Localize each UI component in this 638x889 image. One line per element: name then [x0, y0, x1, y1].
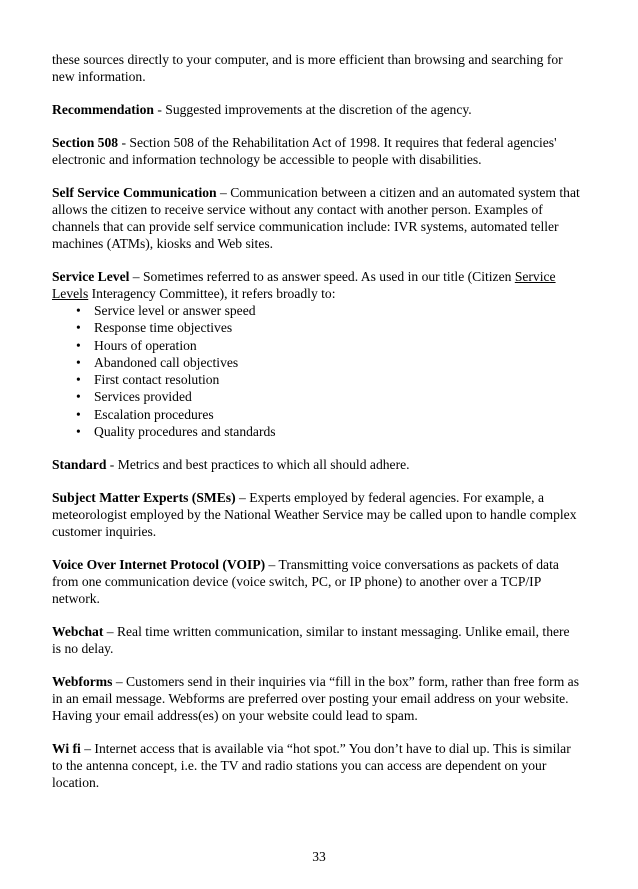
underlined-service-levels: Service Levels — [52, 269, 556, 301]
list-item — [52, 302, 582, 319]
definition-recommendation: Suggested improvements at the discretion of the agency. — [165, 102, 472, 117]
list-item — [52, 337, 582, 354]
definition-webchat: Real time written communication, similar to instant messaging. Unlike email, there is no delay. — [52, 624, 570, 657]
separator: - — [106, 457, 118, 473]
list-item-text: Response time objectives — [94, 320, 233, 336]
separator: – — [129, 269, 143, 284]
service-level-definition — [52, 268, 582, 302]
definition-standard: Metrics and best practices to which all should adhere. — [117, 457, 410, 473]
term-voip: Voice Over Internet Protocol (VOIP) — [52, 557, 266, 573]
term-self-service: Self Service Communication — [52, 185, 217, 200]
document-page — [52, 51, 582, 807]
definition-service-level-a: Sometimes referred to as answer speed. As used in our title (Citizen — [142, 269, 515, 284]
term-wifi: Wi fi — [52, 741, 81, 757]
list-item-text: Hours of operation — [94, 337, 197, 353]
intro-text: these sources directly to your computer, and is more efficient than browsing and searching for new information. — [52, 52, 563, 84]
separator: – — [80, 741, 95, 757]
list-item-text: Service level or answer speed — [94, 303, 256, 318]
list-item-text: Escalation procedures — [94, 406, 214, 422]
bullet-icon: • — [76, 372, 81, 388]
bullet-icon: • — [76, 424, 81, 440]
definition-wifi: Internet access that is available via “hot spot.” You don’t have to dial up. This is similar to the antenna concept, i.e. the TV and radio stations you can access are dependent on your location. — [52, 741, 571, 791]
list-item — [52, 371, 582, 388]
wifi-entry — [52, 740, 582, 791]
list-item-text: Services provided — [94, 389, 192, 405]
term-webchat: Webchat — [52, 624, 104, 640]
bullet-icon: • — [76, 303, 81, 318]
bullet-icon: • — [76, 389, 81, 405]
sme-entry — [52, 489, 582, 540]
term-sme: Subject Matter Experts (SMEs) — [52, 490, 236, 506]
webforms-entry — [52, 673, 582, 724]
list-item — [52, 388, 582, 405]
term-webforms: Webforms — [52, 674, 113, 690]
term-section508: Section 508 — [52, 135, 119, 150]
bullet-icon: • — [76, 320, 81, 336]
list-item-text: Abandoned call objectives — [94, 354, 239, 370]
intro-paragraph — [52, 51, 582, 85]
service-level-entry — [52, 268, 582, 440]
definition-voip: Transmitting voice conversations as packets of data from one communication device (voice switch, PC, or IP phone) to another over a TCP/IP network. — [52, 557, 559, 607]
definition-webforms: Customers send in their inquiries via “fill in the box” form, rather than free form as in an email message. Webforms are preferred over posting your email address on your website. Having your email address(es) on your website could lead to spam. — [52, 674, 580, 724]
separator: – — [112, 674, 127, 690]
separator: – — [265, 557, 279, 573]
list-item — [52, 423, 582, 440]
term-recommendation: Recommendation — [52, 102, 154, 117]
definition-sme: Experts employed by federal agencies. For example, a meteorologist employed by the National Weather Service may be called upon to handle complex customer inquiries. — [52, 490, 577, 540]
recommendation-entry — [52, 101, 582, 118]
list-item — [52, 319, 582, 336]
definition-section508: Section 508 of the Rehabilitation Act of 1998. It requires that federal agencies' electronic and information technology be accessible to people with disabilities. — [52, 135, 557, 167]
term-standard: Standard — [52, 457, 107, 473]
separator: – — [103, 624, 117, 640]
definition-self-service: Communication between a citizen and an automated system that allows the citizen to receive service without any contact with another person. Examples of channels that can provide self service communication include: IVR systems, automated teller machines (ATMs), kiosks and Web sites. — [52, 185, 580, 251]
term-service-level: Service Level — [52, 269, 130, 284]
bullet-icon: • — [76, 337, 81, 353]
section508-entry — [52, 134, 582, 168]
service-level-bullet-list — [52, 302, 582, 440]
definition-service-level-b: Interagency Committee), it refers broadly to: — [88, 286, 336, 301]
bullet-icon: • — [76, 354, 81, 370]
list-item-text: Quality procedures and standards — [94, 424, 276, 440]
self-service-entry — [52, 184, 582, 252]
separator: - — [118, 135, 130, 150]
list-item — [52, 406, 582, 423]
separator: – — [216, 185, 231, 200]
webchat-entry — [52, 623, 582, 657]
separator: – — [235, 490, 250, 506]
standard-entry — [52, 456, 582, 473]
page-number: 33 — [312, 849, 326, 864]
separator: - — [153, 102, 166, 117]
list-item — [52, 354, 582, 371]
voip-entry — [52, 556, 582, 607]
bullet-icon: • — [76, 406, 81, 422]
list-item-text: First contact resolution — [94, 372, 220, 388]
